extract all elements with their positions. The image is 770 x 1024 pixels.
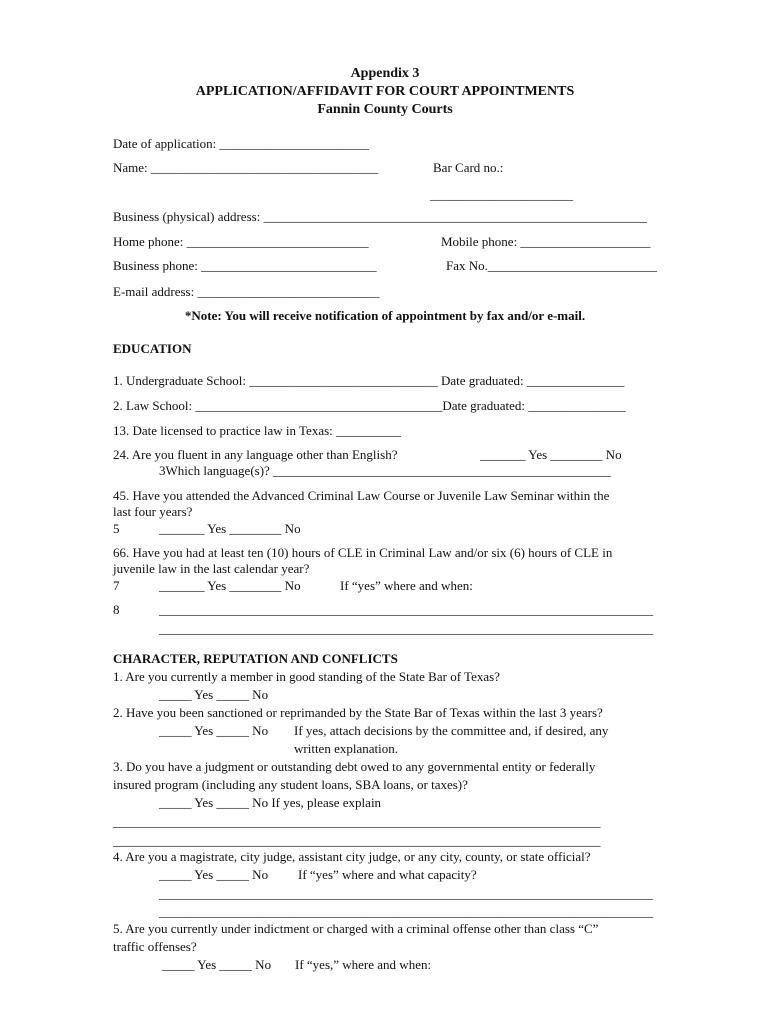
county-label: Fannin County Courts <box>317 102 453 117</box>
cle-blank-line: ____________________________________________________________________________ <box>159 621 653 636</box>
language-answer: _______ Yes ________ No <box>480 447 622 462</box>
criminal-law-course-question-cont: last four years? <box>113 504 193 519</box>
language-question: 24. Are you fluent in any language other than English? <box>113 447 398 462</box>
good-standing-answer: _____ Yes _____ No <box>159 687 269 702</box>
official-blank-line: ____________________________________________________________________________ <box>159 886 653 901</box>
business-address-field: Business (physical) address: ___________________________________________________________ <box>113 209 648 224</box>
bar-card-label: Bar Card no.: <box>433 160 504 175</box>
question-number: 8 <box>113 602 120 617</box>
email-field: E-mail address: ____________________________ <box>113 284 380 299</box>
official-capacity-label: If “yes” where and what capacity? <box>298 867 477 882</box>
home-phone-field: Home phone: ____________________________ <box>113 234 369 249</box>
judgment-debt-question-cont: insured program (including any student loans, SBA loans, or taxes)? <box>113 777 468 792</box>
official-answer: _____ Yes _____ No <box>159 867 269 882</box>
indictment-question: 5. Are you currently under indictment or charged with a criminal offense other than class “C” <box>113 921 599 936</box>
explanation-blank-line: ___________________________________________________________________________ <box>113 814 601 829</box>
date-licensed-question: 13. Date licensed to practice law in Texas: __________ <box>113 423 402 438</box>
bar-card-line: ______________________ <box>430 187 573 202</box>
good-standing-question: 1. Are you currently a member in good standing of the State Bar of Texas? <box>113 669 500 684</box>
education-heading: EDUCATION <box>113 341 192 356</box>
date-of-application-field: Date of application: _______________________ <box>113 136 369 151</box>
indictment-answer: _____ Yes _____ No <box>162 957 272 972</box>
official-blank-line: ____________________________________________________________________________ <box>159 904 653 919</box>
explanation-blank-line: ___________________________________________________________________________ <box>113 833 601 848</box>
official-question: 4. Are you a magistrate, city judge, assistant city judge, or any city, county, or state official? <box>113 849 591 864</box>
fax-field: Fax No.__________________________ <box>446 258 657 273</box>
mobile-phone-field: Mobile phone: ____________________ <box>441 234 651 249</box>
sanctioned-note: If yes, attach decisions by the committee and, if desired, any <box>294 723 609 738</box>
cle-hours-question-cont: juvenile law in the last calendar year? <box>113 561 310 576</box>
character-heading: CHARACTER, REPUTATION AND CONFLICTS <box>113 651 398 666</box>
law-school-question: 2. Law School: ______________________________________Date graduated: _______________ <box>113 398 626 413</box>
appendix-label: Appendix 3 <box>350 66 420 81</box>
which-language-line: 3Which language(s)? ____________________________________________________ <box>159 463 612 478</box>
sanctioned-note-cont: written explanation. <box>294 741 398 756</box>
name-field: Name: ___________________________________ <box>113 160 379 175</box>
cle-hours-question: 66. Have you had at least ten (10) hours of CLE in Criminal Law and/or six (6) hours of CLE in <box>113 545 613 560</box>
indictment-question-cont: traffic offenses? <box>113 939 197 954</box>
cle-blank-line: ____________________________________________________________________________ <box>159 602 653 617</box>
business-phone-field: Business phone: ___________________________ <box>113 258 377 273</box>
form-title: APPLICATION/AFFIDAVIT FOR COURT APPOINTMENTS <box>195 84 575 99</box>
notification-note: *Note: You will receive notification of appointment by fax and/or e-mail. <box>184 308 586 323</box>
sanctioned-question: 2. Have you been sanctioned or reprimanded by the State Bar of Texas within the last 3 years? <box>113 705 603 720</box>
indictment-where-when-label: If “yes,” where and when: <box>295 957 432 972</box>
question-number: 5 <box>113 521 120 536</box>
cle-where-when-label: If “yes” where and when: <box>340 578 473 593</box>
undergraduate-school-question: 1. Undergraduate School: _____________________________ Date graduated: _______________ <box>113 373 625 388</box>
judgment-debt-answer: _____ Yes _____ No If yes, please explain <box>159 795 382 810</box>
cle-hours-answer: _______ Yes ________ No <box>159 578 301 593</box>
judgment-debt-question: 3. Do you have a judgment or outstanding debt owed to any governmental entity or federally <box>113 759 596 774</box>
sanctioned-answer: _____ Yes _____ No <box>159 723 269 738</box>
question-number: 7 <box>113 578 120 593</box>
criminal-law-course-answer: _______ Yes ________ No <box>159 521 301 536</box>
criminal-law-course-question: 45. Have you attended the Advanced Criminal Law Course or Juvenile Law Seminar within the <box>113 488 610 503</box>
